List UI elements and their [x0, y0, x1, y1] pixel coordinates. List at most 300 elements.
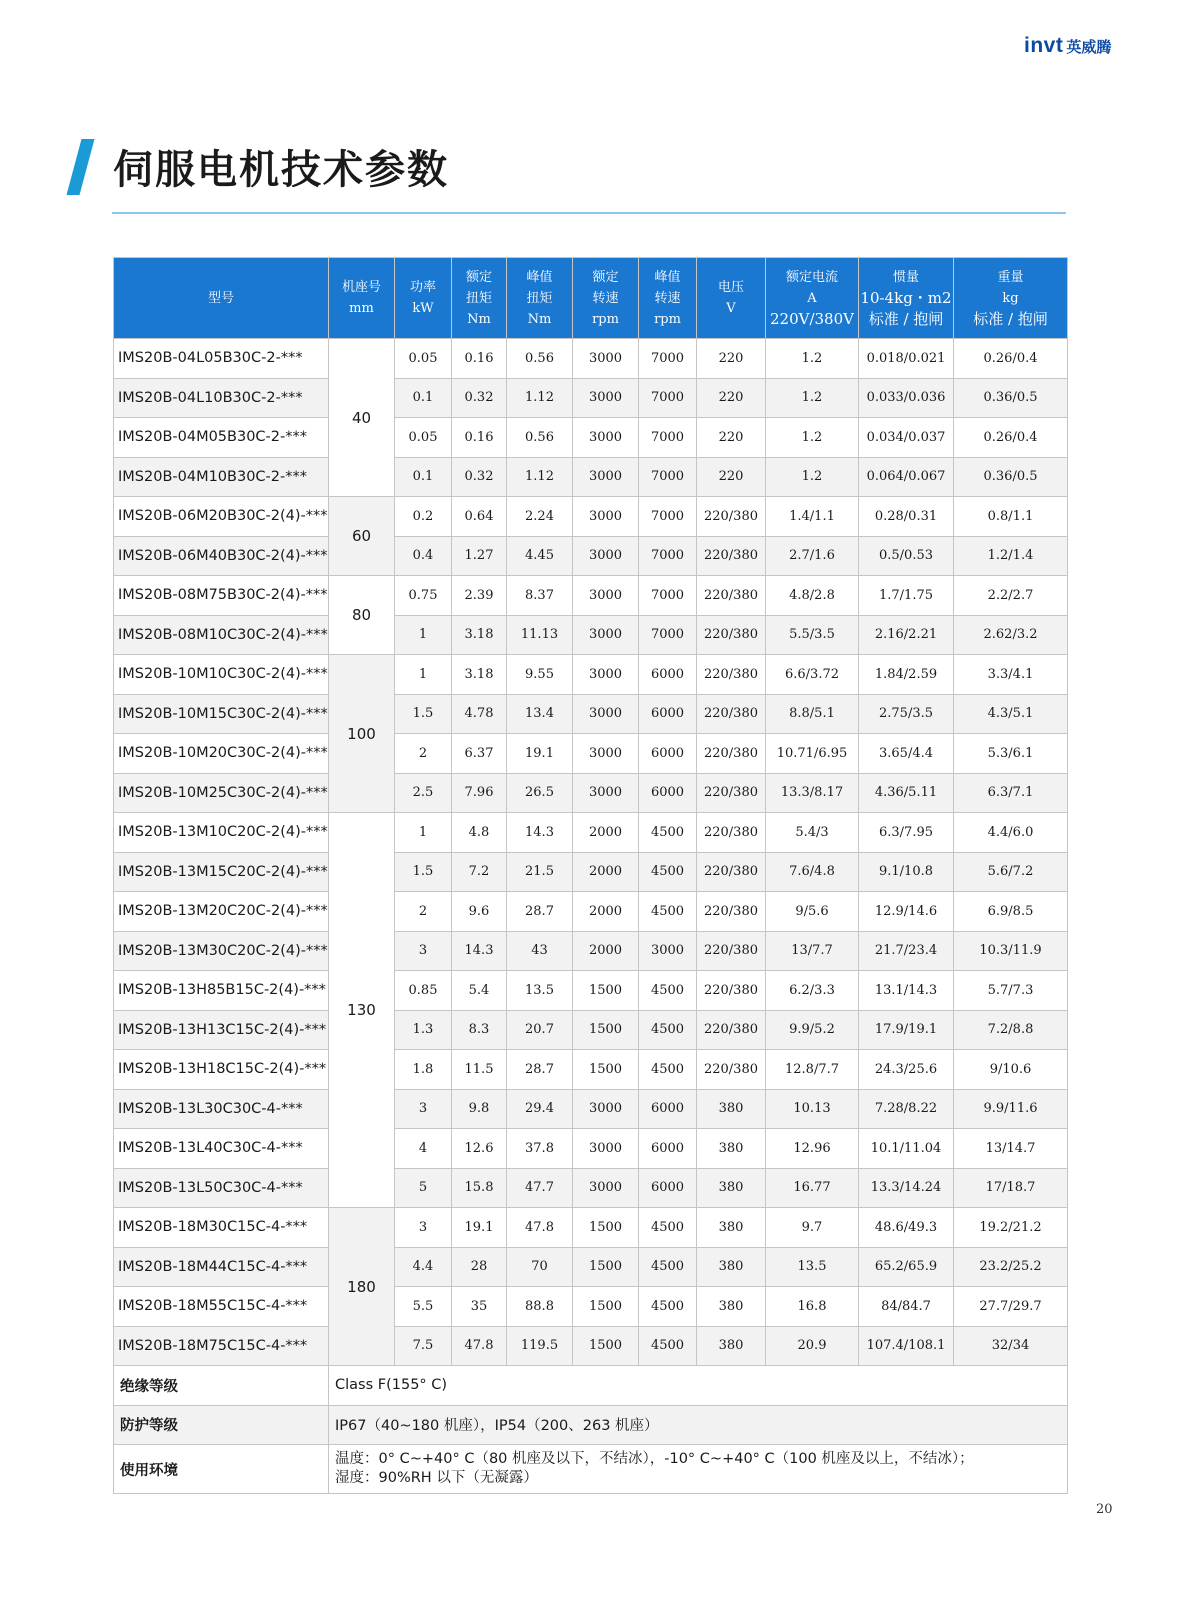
title-divider	[112, 212, 1066, 214]
cell-rated-speed: 3000	[573, 576, 639, 616]
cell-weight: 23.2/25.2	[954, 1247, 1068, 1287]
cell-rated-current: 1.2	[766, 457, 859, 497]
cell-peak-speed: 6000	[639, 773, 697, 813]
cell-peak-torque: 47.7	[507, 1168, 573, 1208]
cell-rated-speed: 3000	[573, 457, 639, 497]
cell-rated-torque: 0.64	[452, 497, 507, 537]
cell-peak-torque: 14.3	[507, 813, 573, 853]
cell-model: IMS20B-18M55C15C-4-***	[114, 1287, 329, 1327]
cell-rated-torque: 7.2	[452, 852, 507, 892]
cell-rated-torque: 14.3	[452, 931, 507, 971]
cell-rated-current: 6.2/3.3	[766, 971, 859, 1011]
cell-power: 0.85	[395, 971, 452, 1011]
cell-rated-torque: 0.16	[452, 339, 507, 379]
cell-weight: 7.2/8.8	[954, 1010, 1068, 1050]
cell-rated-current: 1.4/1.1	[766, 497, 859, 537]
cell-peak-torque: 1.12	[507, 457, 573, 497]
cell-peak-speed: 6000	[639, 734, 697, 774]
table-header-row	[114, 258, 1068, 339]
cell-model: IMS20B-13M30C20C-2(4)-***	[114, 931, 329, 971]
cell-peak-torque: 11.13	[507, 615, 573, 655]
cell-weight: 2.2/2.7	[954, 576, 1068, 616]
table-row	[114, 813, 1068, 853]
cell-weight: 5.6/7.2	[954, 852, 1068, 892]
cell-rated-torque: 5.4	[452, 971, 507, 1011]
cell-inertia: 48.6/49.3	[859, 1208, 954, 1248]
cell-model: IMS20B-18M75C15C-4-***	[114, 1326, 329, 1366]
cell-model: IMS20B-06M20B30C-2(4)-***	[114, 497, 329, 537]
cell-power: 3	[395, 1089, 452, 1129]
cell-peak-torque: 1.12	[507, 378, 573, 418]
table-row	[114, 852, 1068, 892]
cell-voltage: 380	[697, 1326, 766, 1366]
cell-voltage: 220/380	[697, 1050, 766, 1090]
cell-rated-speed: 3000	[573, 734, 639, 774]
cell-rated-current: 1.2	[766, 378, 859, 418]
cell-weight: 4.4/6.0	[954, 813, 1068, 853]
cell-power: 1	[395, 813, 452, 853]
cell-rated-current: 16.8	[766, 1287, 859, 1327]
cell-inertia: 1.84/2.59	[859, 655, 954, 695]
cell-voltage: 380	[697, 1287, 766, 1327]
cell-weight: 19.2/21.2	[954, 1208, 1068, 1248]
cell-rated-current: 10.13	[766, 1089, 859, 1129]
cell-model: IMS20B-10M25C30C-2(4)-***	[114, 773, 329, 813]
cell-rated-speed: 1500	[573, 1010, 639, 1050]
cell-peak-speed: 6000	[639, 1089, 697, 1129]
insulation-label: 绝缘等级	[114, 1366, 329, 1406]
cell-model: IMS20B-08M75B30C-2(4)-***	[114, 576, 329, 616]
cell-voltage: 220	[697, 339, 766, 379]
table-row	[114, 1050, 1068, 1090]
cell-peak-torque: 20.7	[507, 1010, 573, 1050]
cell-peak-speed: 4500	[639, 852, 697, 892]
cell-model: IMS20B-13L50C30C-4-***	[114, 1168, 329, 1208]
cell-voltage: 220	[697, 457, 766, 497]
cell-inertia: 10.1/11.04	[859, 1129, 954, 1169]
cell-rated-current: 7.6/4.8	[766, 852, 859, 892]
cell-peak-torque: 28.7	[507, 892, 573, 932]
cell-power: 0.4	[395, 536, 452, 576]
cell-rated-current: 4.8/2.8	[766, 576, 859, 616]
table-row	[114, 655, 1068, 695]
title-accent-slash	[66, 139, 94, 195]
cell-rated-current: 9.7	[766, 1208, 859, 1248]
cell-rated-speed: 1500	[573, 1287, 639, 1327]
table-row	[114, 378, 1068, 418]
cell-weight: 9/10.6	[954, 1050, 1068, 1090]
header-rated-current: 额定电流 A 220V/380V	[766, 258, 859, 339]
cell-rated-torque: 12.6	[452, 1129, 507, 1169]
cell-power: 0.05	[395, 418, 452, 458]
cell-power: 0.2	[395, 497, 452, 537]
cell-peak-speed: 6000	[639, 1129, 697, 1169]
cell-inertia: 2.16/2.21	[859, 615, 954, 655]
cell-voltage: 220/380	[697, 734, 766, 774]
protection-label: 防护等级	[114, 1405, 329, 1445]
cell-inertia: 12.9/14.6	[859, 892, 954, 932]
cell-peak-speed: 4500	[639, 1326, 697, 1366]
cell-inertia: 13.1/14.3	[859, 971, 954, 1011]
cell-model: IMS20B-13H13C15C-2(4)-***	[114, 1010, 329, 1050]
cell-peak-torque: 119.5	[507, 1326, 573, 1366]
cell-peak-torque: 26.5	[507, 773, 573, 813]
cell-rated-speed: 2000	[573, 852, 639, 892]
cell-voltage: 220/380	[697, 1010, 766, 1050]
table-row	[114, 892, 1068, 932]
cell-rated-torque: 11.5	[452, 1050, 507, 1090]
cell-inertia: 0.064/0.067	[859, 457, 954, 497]
cell-rated-speed: 3000	[573, 1168, 639, 1208]
cell-weight: 0.36/0.5	[954, 378, 1068, 418]
cell-peak-speed: 4500	[639, 1208, 697, 1248]
cell-rated-current: 20.9	[766, 1326, 859, 1366]
cell-peak-speed: 7000	[639, 615, 697, 655]
cell-peak-speed: 7000	[639, 497, 697, 537]
cell-voltage: 220/380	[697, 971, 766, 1011]
servo-motor-spec-table	[113, 257, 1068, 1494]
cell-power: 3	[395, 931, 452, 971]
cell-voltage: 220/380	[697, 892, 766, 932]
cell-peak-speed: 6000	[639, 1168, 697, 1208]
environment-value	[329, 1445, 1068, 1494]
cell-rated-current: 13.3/8.17	[766, 773, 859, 813]
cell-power: 5.5	[395, 1287, 452, 1327]
cell-peak-torque: 70	[507, 1247, 573, 1287]
cell-rated-speed: 2000	[573, 892, 639, 932]
cell-voltage: 380	[697, 1168, 766, 1208]
cell-power: 2	[395, 734, 452, 774]
cell-voltage: 380	[697, 1129, 766, 1169]
cell-model: IMS20B-04L05B30C-2-***	[114, 339, 329, 379]
cell-power: 2	[395, 892, 452, 932]
table-row	[114, 418, 1068, 458]
cell-peak-speed: 4500	[639, 1287, 697, 1327]
cell-peak-speed: 4500	[639, 971, 697, 1011]
cell-peak-torque: 88.8	[507, 1287, 573, 1327]
cell-rated-current: 9/5.6	[766, 892, 859, 932]
cell-rated-current: 6.6/3.72	[766, 655, 859, 695]
cell-power: 0.75	[395, 576, 452, 616]
cell-rated-torque: 4.78	[452, 694, 507, 734]
table-row	[114, 1247, 1068, 1287]
cell-model: IMS20B-18M30C15C-4-***	[114, 1208, 329, 1248]
cell-model: IMS20B-13L30C30C-4-***	[114, 1089, 329, 1129]
cell-inertia: 24.3/25.6	[859, 1050, 954, 1090]
cell-inertia: 0.28/0.31	[859, 497, 954, 537]
cell-frame-size: 100	[329, 655, 395, 813]
cell-power: 1.5	[395, 694, 452, 734]
cell-power: 1.8	[395, 1050, 452, 1090]
header-peak-speed: 峰值 转速 rpm	[639, 258, 697, 339]
cell-weight: 0.36/0.5	[954, 457, 1068, 497]
cell-peak-speed: 6000	[639, 655, 697, 695]
cell-voltage: 220/380	[697, 615, 766, 655]
cell-inertia: 21.7/23.4	[859, 931, 954, 971]
cell-inertia: 13.3/14.24	[859, 1168, 954, 1208]
cell-rated-torque: 35	[452, 1287, 507, 1327]
cell-model: IMS20B-13H85B15C-2(4)-***	[114, 971, 329, 1011]
insulation-row	[114, 1366, 1068, 1406]
cell-rated-torque: 19.1	[452, 1208, 507, 1248]
cell-weight: 4.3/5.1	[954, 694, 1068, 734]
invt-logo	[1024, 34, 1111, 58]
cell-power: 0.1	[395, 378, 452, 418]
cell-inertia: 7.28/8.22	[859, 1089, 954, 1129]
cell-rated-speed: 3000	[573, 694, 639, 734]
cell-model: IMS20B-13M20C20C-2(4)-***	[114, 892, 329, 932]
cell-inertia: 1.7/1.75	[859, 576, 954, 616]
cell-rated-speed: 3000	[573, 418, 639, 458]
cell-peak-speed: 7000	[639, 418, 697, 458]
cell-model: IMS20B-18M44C15C-4-***	[114, 1247, 329, 1287]
cell-weight: 3.3/4.1	[954, 655, 1068, 695]
cell-peak-torque: 4.45	[507, 536, 573, 576]
cell-rated-speed: 1500	[573, 1247, 639, 1287]
environment-line-humidity: 湿度：90%RH 以下（无凝露）	[335, 1470, 538, 1486]
cell-rated-speed: 3000	[573, 497, 639, 537]
header-rated-speed: 额定 转速 rpm	[573, 258, 639, 339]
cell-rated-torque: 9.6	[452, 892, 507, 932]
cell-rated-torque: 3.18	[452, 615, 507, 655]
cell-inertia: 107.4/108.1	[859, 1326, 954, 1366]
protection-row	[114, 1405, 1068, 1445]
cell-peak-torque: 9.55	[507, 655, 573, 695]
cell-inertia: 0.034/0.037	[859, 418, 954, 458]
cell-voltage: 220	[697, 418, 766, 458]
cell-rated-torque: 8.3	[452, 1010, 507, 1050]
cell-peak-torque: 13.5	[507, 971, 573, 1011]
cell-rated-torque: 0.16	[452, 418, 507, 458]
cell-rated-torque: 0.32	[452, 378, 507, 418]
header-weight: 重量 kg 标准 / 抱闸	[954, 258, 1068, 339]
cell-peak-torque: 43	[507, 931, 573, 971]
cell-voltage: 220/380	[697, 536, 766, 576]
cell-inertia: 4.36/5.11	[859, 773, 954, 813]
cell-voltage: 220/380	[697, 852, 766, 892]
cell-inertia: 65.2/65.9	[859, 1247, 954, 1287]
cell-rated-current: 1.2	[766, 339, 859, 379]
cell-weight: 0.26/0.4	[954, 418, 1068, 458]
table-row	[114, 694, 1068, 734]
cell-rated-torque: 0.32	[452, 457, 507, 497]
cell-rated-speed: 3000	[573, 1129, 639, 1169]
cell-voltage: 220/380	[697, 773, 766, 813]
cell-rated-current: 2.7/1.6	[766, 536, 859, 576]
environment-row	[114, 1445, 1068, 1494]
header-inertia: 惯量 10-4kg・m2 标准 / 抱闸	[859, 258, 954, 339]
cell-rated-torque: 2.39	[452, 576, 507, 616]
header-rated-torque: 额定 扭矩 Nm	[452, 258, 507, 339]
cell-frame-size: 180	[329, 1208, 395, 1366]
table-row	[114, 1010, 1068, 1050]
cell-model: IMS20B-08M10C30C-2(4)-***	[114, 615, 329, 655]
cell-rated-current: 12.8/7.7	[766, 1050, 859, 1090]
cell-rated-speed: 2000	[573, 931, 639, 971]
cell-voltage: 220/380	[697, 694, 766, 734]
cell-power: 5	[395, 1168, 452, 1208]
cell-peak-torque: 19.1	[507, 734, 573, 774]
cell-weight: 32/34	[954, 1326, 1068, 1366]
cell-peak-torque: 47.8	[507, 1208, 573, 1248]
cell-voltage: 220/380	[697, 813, 766, 853]
cell-weight: 13/14.7	[954, 1129, 1068, 1169]
cell-weight: 27.7/29.7	[954, 1287, 1068, 1327]
cell-model: IMS20B-13M10C20C-2(4)-***	[114, 813, 329, 853]
cell-voltage: 220	[697, 378, 766, 418]
cell-peak-speed: 4500	[639, 892, 697, 932]
cell-weight: 5.7/7.3	[954, 971, 1068, 1011]
cell-rated-current: 5.5/3.5	[766, 615, 859, 655]
cell-rated-torque: 28	[452, 1247, 507, 1287]
cell-weight: 0.8/1.1	[954, 497, 1068, 537]
cell-rated-speed: 1500	[573, 971, 639, 1011]
cell-model: IMS20B-04L10B30C-2-***	[114, 378, 329, 418]
cell-voltage: 220/380	[697, 931, 766, 971]
cell-voltage: 380	[697, 1247, 766, 1287]
table-row	[114, 497, 1068, 537]
cell-rated-torque: 15.8	[452, 1168, 507, 1208]
cell-rated-speed: 3000	[573, 536, 639, 576]
cell-rated-speed: 3000	[573, 339, 639, 379]
header-power: 功率 kW	[395, 258, 452, 339]
cell-model: IMS20B-10M10C30C-2(4)-***	[114, 655, 329, 695]
table-row	[114, 457, 1068, 497]
cell-peak-speed: 7000	[639, 536, 697, 576]
page-title-block	[68, 138, 449, 195]
cell-rated-torque: 1.27	[452, 536, 507, 576]
cell-inertia: 2.75/3.5	[859, 694, 954, 734]
cell-model: IMS20B-06M40B30C-2(4)-***	[114, 536, 329, 576]
cell-rated-speed: 1500	[573, 1326, 639, 1366]
cell-power: 1.5	[395, 852, 452, 892]
table-row	[114, 931, 1068, 971]
environment-line-temperature: 温度：0° C~+40° C（80 机座及以下，不结冰），-10° C~+40° C（100 机座及以上，不结冰）；	[335, 1451, 974, 1467]
cell-weight: 6.9/8.5	[954, 892, 1068, 932]
cell-voltage: 220/380	[697, 497, 766, 537]
header-frame: 机座号 mm	[329, 258, 395, 339]
cell-power: 2.5	[395, 773, 452, 813]
cell-inertia: 9.1/10.8	[859, 852, 954, 892]
cell-model: IMS20B-04M10B30C-2-***	[114, 457, 329, 497]
cell-weight: 10.3/11.9	[954, 931, 1068, 971]
cell-rated-speed: 3000	[573, 655, 639, 695]
cell-weight: 17/18.7	[954, 1168, 1068, 1208]
cell-rated-current: 5.4/3	[766, 813, 859, 853]
cell-voltage: 220/380	[697, 576, 766, 616]
cell-rated-torque: 7.96	[452, 773, 507, 813]
cell-model: IMS20B-13M15C20C-2(4)-***	[114, 852, 329, 892]
cell-power: 7.5	[395, 1326, 452, 1366]
cell-peak-torque: 0.56	[507, 339, 573, 379]
cell-rated-speed: 3000	[573, 773, 639, 813]
cell-power: 4	[395, 1129, 452, 1169]
table-row	[114, 1208, 1068, 1248]
cell-rated-speed: 3000	[573, 378, 639, 418]
cell-power: 4.4	[395, 1247, 452, 1287]
cell-power: 1.3	[395, 1010, 452, 1050]
cell-inertia: 0.018/0.021	[859, 339, 954, 379]
cell-model: IMS20B-04M05B30C-2-***	[114, 418, 329, 458]
table-row	[114, 1168, 1068, 1208]
cell-peak-speed: 4500	[639, 1050, 697, 1090]
cell-rated-torque: 4.8	[452, 813, 507, 853]
cell-inertia: 84/84.7	[859, 1287, 954, 1327]
cell-rated-current: 8.8/5.1	[766, 694, 859, 734]
cell-rated-speed: 2000	[573, 813, 639, 853]
cell-rated-current: 13.5	[766, 1247, 859, 1287]
cell-inertia: 6.3/7.95	[859, 813, 954, 853]
cell-peak-speed: 3000	[639, 931, 697, 971]
cell-peak-speed: 7000	[639, 576, 697, 616]
table-row	[114, 734, 1068, 774]
cell-inertia: 17.9/19.1	[859, 1010, 954, 1050]
cell-frame-size: 130	[329, 813, 395, 1208]
cell-power: 1	[395, 615, 452, 655]
cell-weight: 6.3/7.1	[954, 773, 1068, 813]
cell-peak-torque: 28.7	[507, 1050, 573, 1090]
cell-frame-size: 60	[329, 497, 395, 576]
cell-peak-speed: 7000	[639, 378, 697, 418]
cell-frame-size: 80	[329, 576, 395, 655]
environment-label: 使用环境	[114, 1445, 329, 1494]
table-row	[114, 1287, 1068, 1327]
cell-peak-torque: 37.8	[507, 1129, 573, 1169]
cell-model: IMS20B-10M20C30C-2(4)-***	[114, 734, 329, 774]
cell-weight: 2.62/3.2	[954, 615, 1068, 655]
table-row	[114, 773, 1068, 813]
cell-rated-torque: 6.37	[452, 734, 507, 774]
cell-weight: 1.2/1.4	[954, 536, 1068, 576]
cell-peak-speed: 6000	[639, 694, 697, 734]
header-model: 型号	[114, 258, 329, 339]
cell-rated-speed: 3000	[573, 1089, 639, 1129]
header-peak-torque: 峰值 扭矩 Nm	[507, 258, 573, 339]
page-number: 20	[1096, 1502, 1113, 1517]
cell-power: 0.05	[395, 339, 452, 379]
cell-peak-torque: 8.37	[507, 576, 573, 616]
cell-voltage: 220/380	[697, 655, 766, 695]
cell-weight: 9.9/11.6	[954, 1089, 1068, 1129]
table-row	[114, 1129, 1068, 1169]
cell-rated-torque: 9.8	[452, 1089, 507, 1129]
insulation-value: Class F(155° C)	[329, 1366, 1068, 1406]
cell-model: IMS20B-10M15C30C-2(4)-***	[114, 694, 329, 734]
cell-model: IMS20B-13L40C30C-4-***	[114, 1129, 329, 1169]
cell-rated-torque: 47.8	[452, 1326, 507, 1366]
table-row	[114, 536, 1068, 576]
header-voltage: 电压 V	[697, 258, 766, 339]
cell-peak-torque: 2.24	[507, 497, 573, 537]
cell-inertia: 0.5/0.53	[859, 536, 954, 576]
cell-voltage: 380	[697, 1089, 766, 1129]
cell-weight: 0.26/0.4	[954, 339, 1068, 379]
cell-peak-speed: 4500	[639, 1010, 697, 1050]
cell-weight: 5.3/6.1	[954, 734, 1068, 774]
cell-peak-speed: 4500	[639, 813, 697, 853]
cell-rated-speed: 3000	[573, 615, 639, 655]
logo-brand-cn: 英威腾	[1066, 38, 1112, 56]
table-row	[114, 339, 1068, 379]
table-row	[114, 1326, 1068, 1366]
cell-model: IMS20B-13H18C15C-2(4)-***	[114, 1050, 329, 1090]
table-row	[114, 1089, 1068, 1129]
cell-peak-torque: 29.4	[507, 1089, 573, 1129]
cell-rated-speed: 1500	[573, 1050, 639, 1090]
cell-power: 0.1	[395, 457, 452, 497]
cell-peak-speed: 7000	[639, 457, 697, 497]
cell-peak-torque: 13.4	[507, 694, 573, 734]
